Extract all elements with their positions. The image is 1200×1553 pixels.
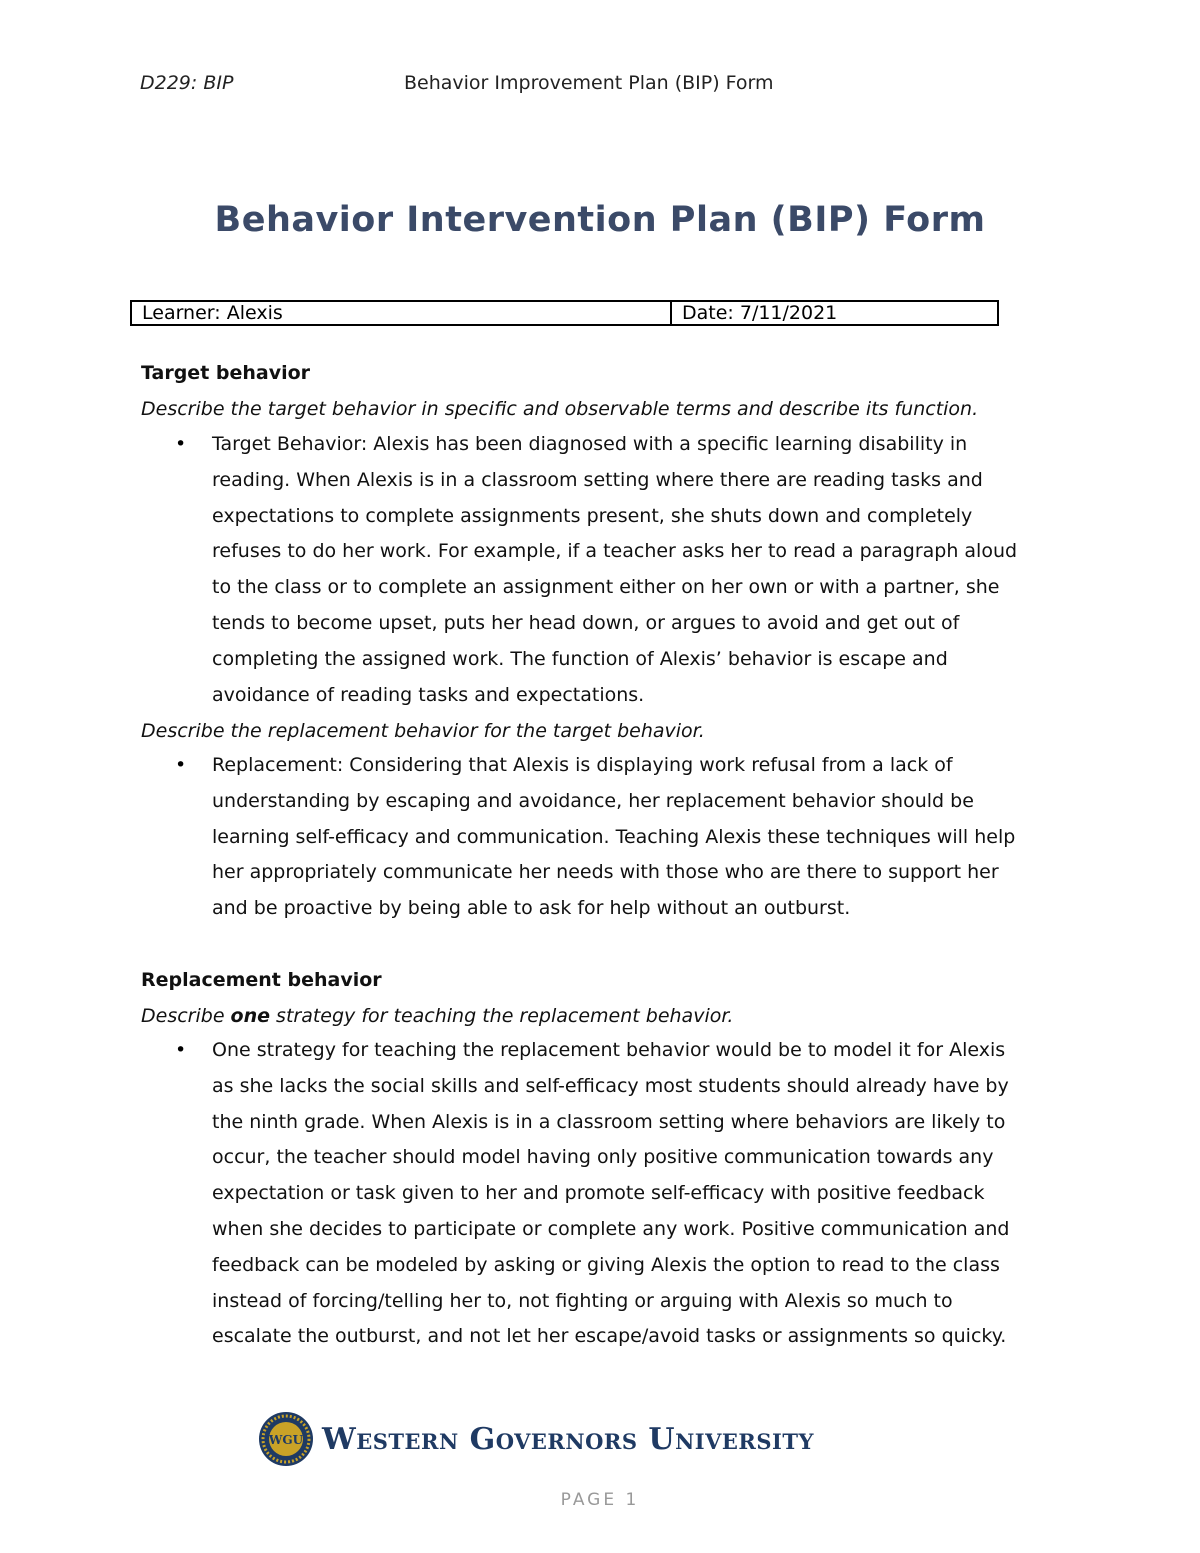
target-behavior-heading: Target behavior [141,362,311,384]
page-header-course: D229: BIP [140,72,234,94]
prompt-part: strategy for teaching the replacement behavior. [270,1005,734,1027]
target-behavior-bullet [141,427,1071,713]
bullet-icon: • [175,433,187,455]
learner-cell: Learner: Alexis [132,302,672,324]
university-name: Western Governors University [322,1421,814,1457]
learner-info-table [130,300,999,326]
page-number: PAGE 1 [560,1490,640,1510]
seal-text: WGU [268,1433,304,1447]
bullet-icon: • [175,1039,187,1061]
page-header-form-name: Behavior Improvement Plan (BIP) Form [404,72,774,94]
target-behavior-text: Target Behavior: Alexis has been diagnosed with a specific learning disability in reading. When Alexis is in a classroom setting where there are reading tasks and expectations to complete assignments present, she shuts down and completely refuses to do her work. For example, if a teacher asks her to read a paragraph aloud to the class or to complete an assignment either on her own or with a partner, she tends to become upset, puts her head down, or argues to avoid and get out of completing the assigned work. The function of Alexis’ behavior is escape and avoidance of reading tasks and expectations. [212,433,1018,706]
bullet-icon: • [175,754,187,776]
replacement-bullet [141,748,1071,927]
target-behavior-prompt: Describe the target behavior in specific and observable terms and describe its function. [141,398,979,420]
teaching-strategy-bullet [141,1033,1071,1355]
prompt-part: Describe [141,1005,231,1027]
replacement-behavior-heading: Replacement behavior [141,969,382,991]
teaching-strategy-prompt [141,1005,733,1027]
university-seal-icon [258,1411,314,1467]
prompt-emphasis: one [230,1005,271,1027]
date-cell: Date: 7/11/2021 [682,302,838,324]
replacement-text: Replacement: Considering that Alexis is displaying work refusal from a lack of understanding by escaping and avoidance, her replacement behavior should be learning self-efficacy and communication. Teaching Alexis these techniques will help her appropriately communicate her needs with those who are there to support her and be proactive by being able to ask for help without an outburst. [212,754,1016,920]
university-logo [258,1411,814,1467]
replacement-behavior-prompt: Describe the replacement behavior for the target behavior. [141,720,705,742]
page-title: Behavior Intervention Plan (BIP) Form [214,200,986,240]
teaching-strategy-text: One strategy for teaching the replacement behavior would be to model it for Alexis as she lacks the social skills and self-efficacy most students should already have by the ninth grade. When Alexis is in a classroom setting where behaviors are likely to occur, the teacher should model having only positive communication towards any expectation or task given to her and promote self-efficacy with positive feedback when she decides to participate or complete any work. Positive communication and feedback can be modeled by asking or giving Alexis the option to read to the class instead of forcing/telling her to, not fighting or arguing with Alexis so much to escalate the outburst, and not let her escape/avoid tasks or assignments so quicky. [212,1039,1010,1348]
